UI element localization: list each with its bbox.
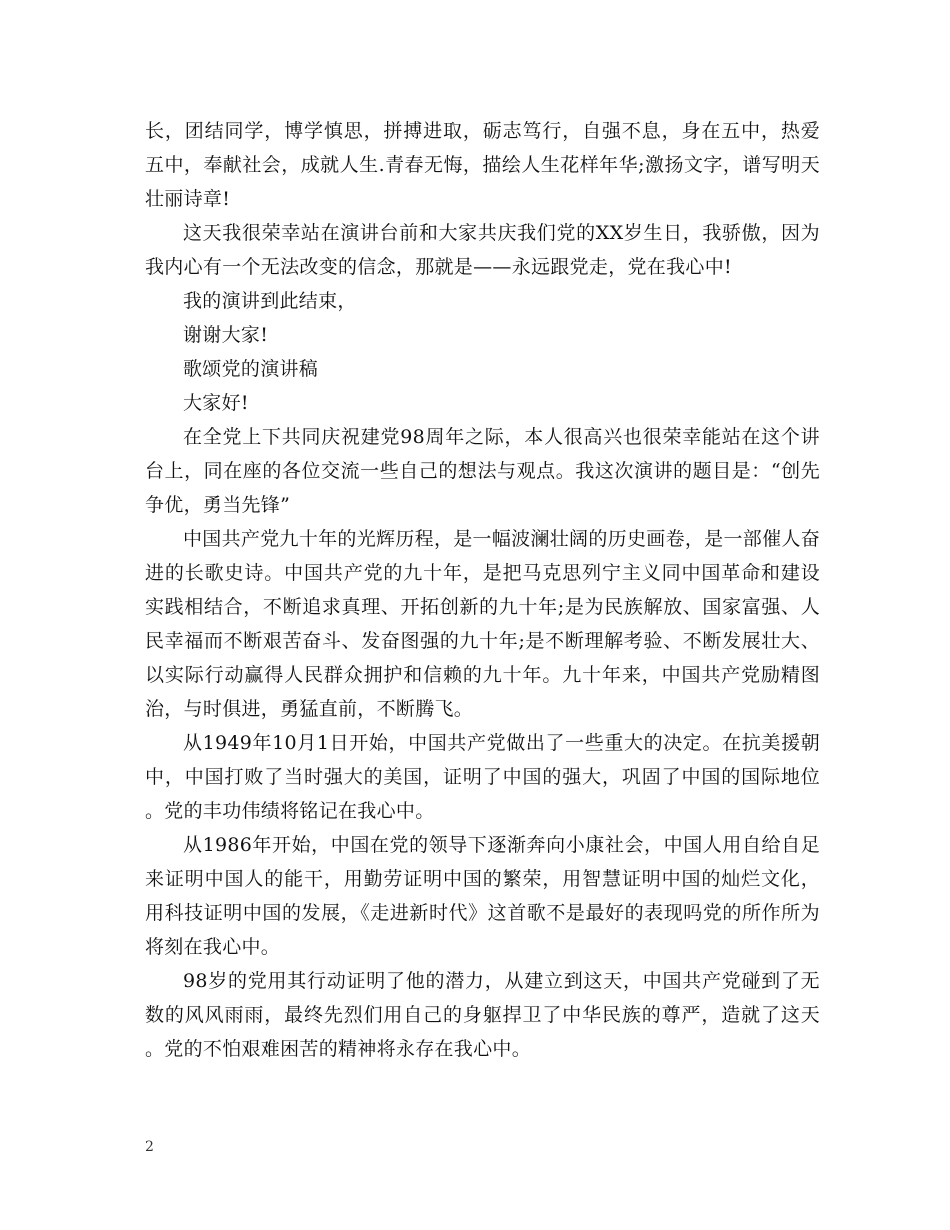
paragraph-2: 这天我很荣幸站在演讲台前和大家共庆我们党的XX岁生日，我骄傲，因为我内心有一个无法改变的信念，那就是——永远跟党走，党在我心中! bbox=[145, 222, 820, 278]
paragraph-9: 从1949年10月1日开始，中国共产党做出了一些重大的决定。在抗美援朝中，中国打败了当时强大的美国，证明了中国的强大，巩固了中国的国际地位。党的丰功伟绩将铭记在我心中。 bbox=[145, 732, 820, 822]
section-heading: 歌颂党的演讲稿 bbox=[183, 358, 319, 380]
paragraph-7: 在全党上下共同庆祝建党98周年之际，本人很高兴也很荣幸能站在这个讲台上，同在座的各位交流一些自己的想法与观点。我这次演讲的题目是：“创先争优，勇当先锋” bbox=[145, 426, 820, 516]
paragraph-3: 我的演讲到此结束， bbox=[183, 290, 357, 312]
paragraph-10: 从1986年开始，中国在党的领导下逐渐奔向小康社会，中国人用自给自足来证明中国人的能干，用勤劳证明中国的繁荣，用智慧证明中国的灿烂文化，用科技证明中国的发展，《走进新时代》这首歌不是最好的表现吗党的所作所为将刻在我心中。 bbox=[145, 834, 820, 958]
paragraph-11: 98岁的党用其行动证明了他的潜力，从建立到这天，中国共产党碰到了无数的风风雨雨，最终先烈们用自己的身躯捍卫了中华民族的尊严，造就了这天。党的不怕艰难困苦的精神将永存在我心中。 bbox=[145, 970, 820, 1060]
paragraph-1: 长，团结同学，博学慎思，拼搏进取，砺志笃行，自强不息，身在五中，热爱五中，奉献社会，成就人生.青春无悔，描绘人生花样年华;激扬文字，谱写明天壮丽诗章! bbox=[145, 120, 820, 210]
document-body bbox=[145, 114, 820, 1066]
greeting: 大家好! bbox=[183, 392, 249, 414]
paragraph-8: 中国共产党九十年的光辉历程，是一幅波澜壮阔的历史画卷，是一部催人奋进的长歌史诗。中国共产党的九十年，是把马克思列宁主义同中国革命和建设实践相结合，不断追求真理、开拓创新的九十年;是为民族解放、国家富强、人民幸福而不断艰苦奋斗、发奋图强的九十年;是不断理解考验、不断发展壮大、以实际行动赢得人民群众拥护和信赖的九十年。九十年来，中国共产党励精图治，与时俱进，勇猛直前，不断腾飞。 bbox=[145, 528, 820, 720]
page-number: 2 bbox=[145, 1139, 154, 1155]
paragraph-4: 谢谢大家! bbox=[183, 324, 269, 346]
